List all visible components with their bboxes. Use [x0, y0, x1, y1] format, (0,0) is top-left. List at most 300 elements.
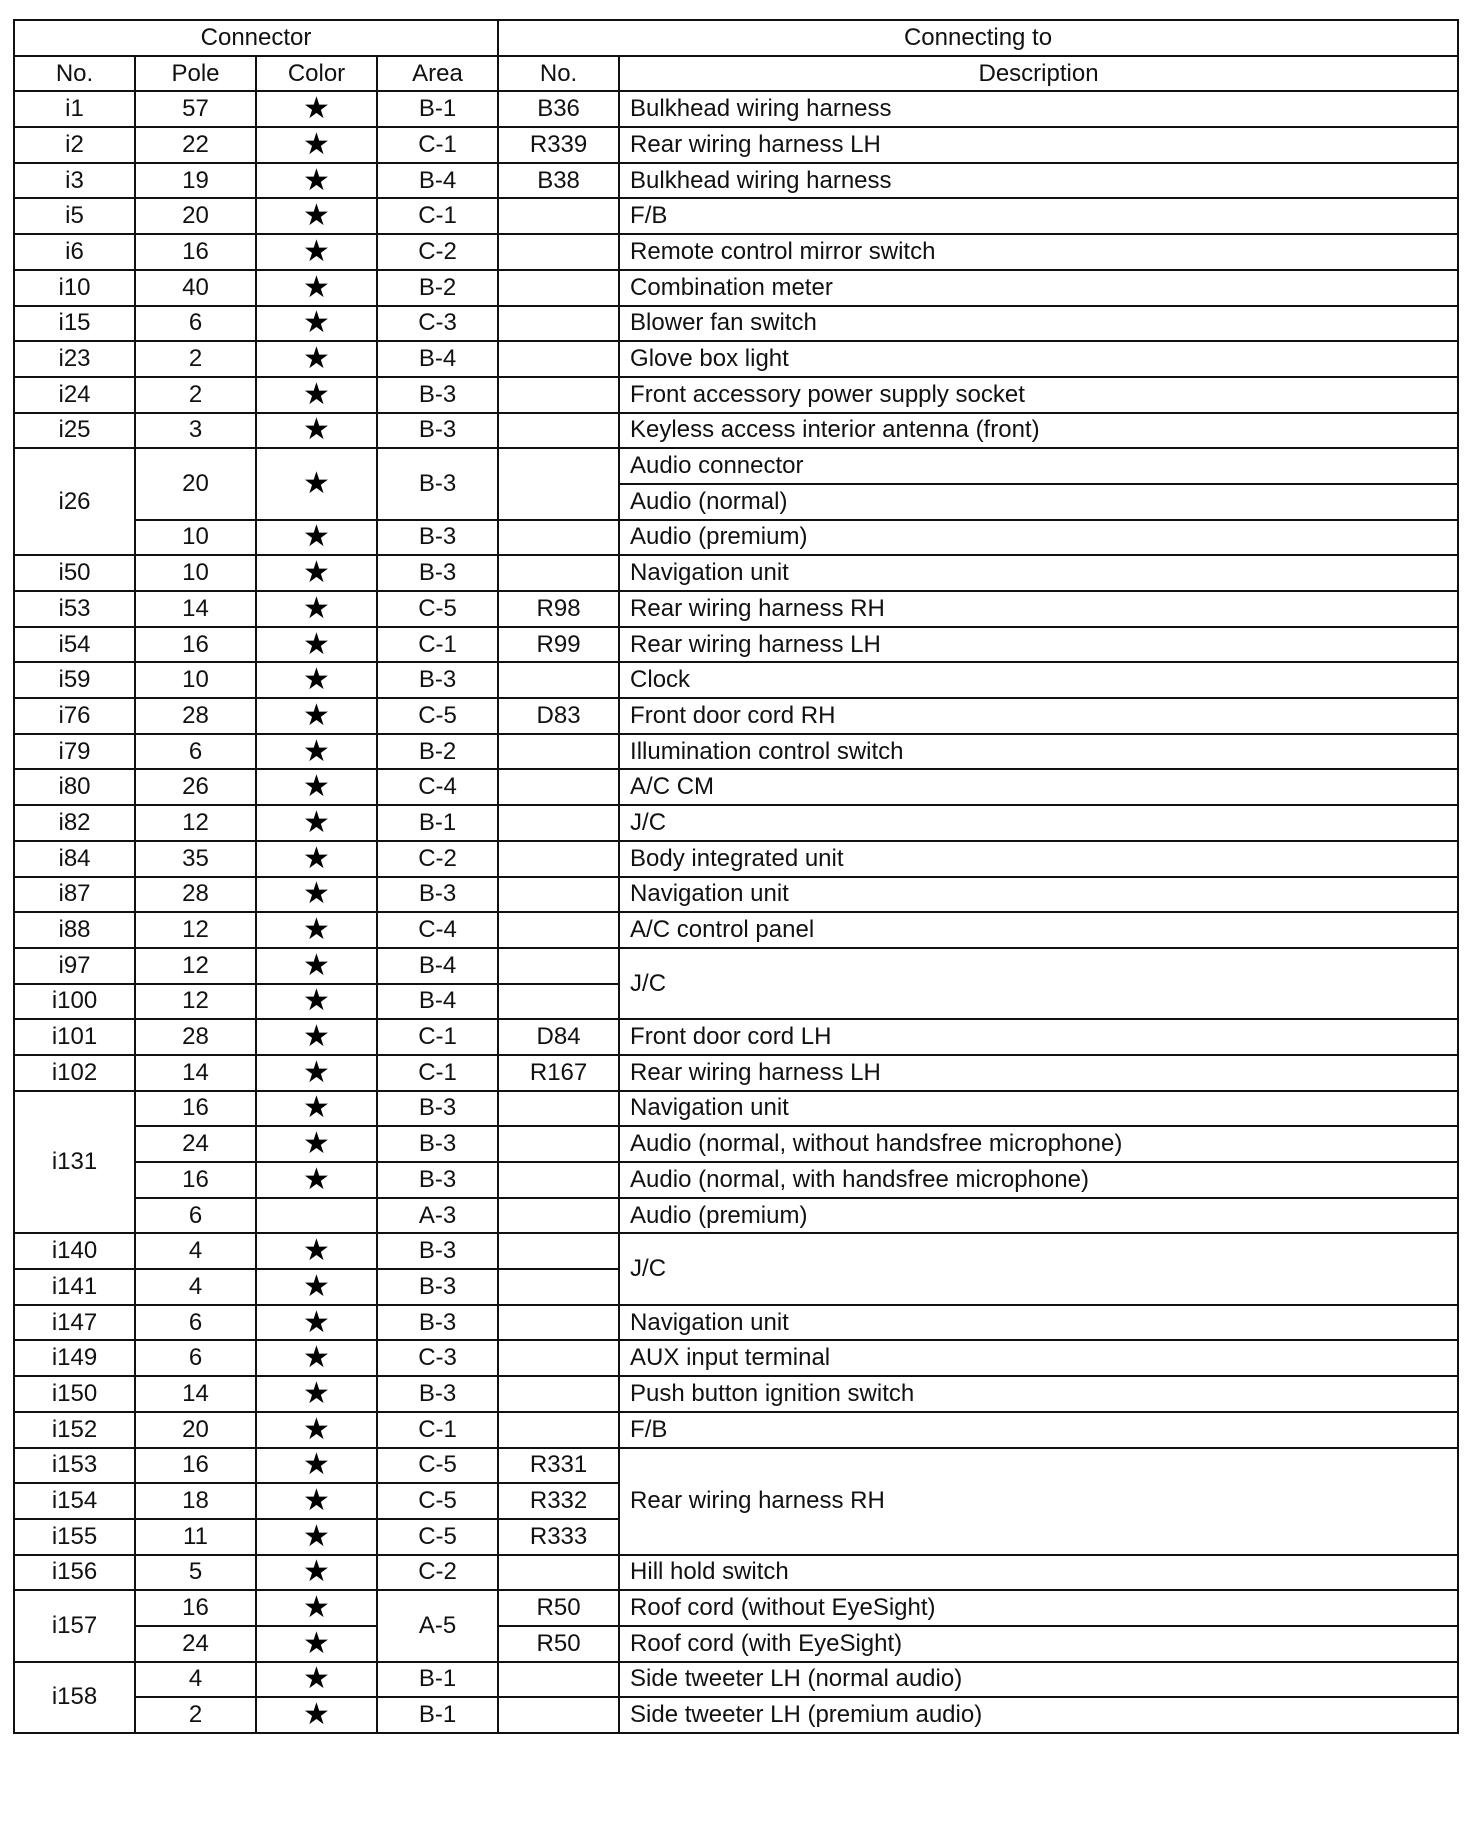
color-star: ★ — [256, 1091, 377, 1127]
connecting-no — [498, 1305, 619, 1341]
color-star: ★ — [256, 91, 377, 127]
pole-count: 4 — [135, 1269, 256, 1305]
color-star: ★ — [256, 912, 377, 948]
connector-no: i3 — [14, 163, 135, 199]
color-star: ★ — [256, 841, 377, 877]
connector-no: i156 — [14, 1555, 135, 1591]
description: Navigation unit — [619, 877, 1458, 913]
column-header-row — [14, 56, 1458, 92]
color-star: ★ — [256, 662, 377, 698]
color-star: ★ — [256, 591, 377, 627]
connecting-no — [498, 1233, 619, 1269]
table-row — [14, 1126, 1458, 1162]
table-row — [14, 1233, 1458, 1269]
table-row — [14, 1019, 1458, 1055]
connecting-no — [498, 413, 619, 449]
color-star: ★ — [256, 805, 377, 841]
pole-count: 16 — [135, 627, 256, 663]
connector-no: i15 — [14, 306, 135, 342]
area-code: B-1 — [377, 91, 498, 127]
col-header-to-no: No. — [498, 56, 619, 92]
area-code: B-3 — [377, 1269, 498, 1305]
pole-count: 28 — [135, 877, 256, 913]
color-star: ★ — [256, 306, 377, 342]
pole-count: 16 — [135, 1448, 256, 1484]
area-code: B-3 — [377, 1091, 498, 1127]
table-row — [14, 1162, 1458, 1198]
connecting-no: B36 — [498, 91, 619, 127]
connector-no: i54 — [14, 627, 135, 663]
description: Front accessory power supply socket — [619, 377, 1458, 413]
connecting-to-group-header: Connecting to — [498, 20, 1458, 56]
connector-table-body — [14, 91, 1458, 1733]
description: Remote control mirror switch — [619, 234, 1458, 270]
color-star: ★ — [256, 520, 377, 556]
pole-count: 12 — [135, 948, 256, 984]
pole-count: 40 — [135, 270, 256, 306]
description: Roof cord (without EyeSight) — [619, 1590, 1458, 1626]
connecting-no — [498, 877, 619, 913]
connecting-no — [498, 734, 619, 770]
connecting-no: R50 — [498, 1590, 619, 1626]
color-star: ★ — [256, 1162, 377, 1198]
color-star: ★ — [256, 163, 377, 199]
area-code: B-3 — [377, 413, 498, 449]
color-star: ★ — [256, 984, 377, 1020]
description: Navigation unit — [619, 555, 1458, 591]
connector-no: i79 — [14, 734, 135, 770]
description: Rear wiring harness RH — [619, 591, 1458, 627]
description: Roof cord (with EyeSight) — [619, 1626, 1458, 1662]
connecting-no — [498, 912, 619, 948]
pole-count: 18 — [135, 1483, 256, 1519]
connecting-no — [498, 306, 619, 342]
area-code: C-1 — [377, 198, 498, 234]
pole-count: 14 — [135, 1376, 256, 1412]
table-row — [14, 1198, 1458, 1234]
col-header-no: No. — [14, 56, 135, 92]
table-row — [14, 877, 1458, 913]
description: Bulkhead wiring harness — [619, 163, 1458, 199]
connector-no: i53 — [14, 591, 135, 627]
pole-count: 16 — [135, 1590, 256, 1626]
connector-no: i5 — [14, 198, 135, 234]
connector-no: i26 — [14, 448, 135, 555]
description: Rear wiring harness LH — [619, 127, 1458, 163]
area-code: B-3 — [377, 1162, 498, 1198]
connecting-no: R339 — [498, 127, 619, 163]
pole-count: 24 — [135, 1626, 256, 1662]
description: Audio (premium) — [619, 1198, 1458, 1234]
area-code: C-3 — [377, 306, 498, 342]
connecting-no — [498, 1555, 619, 1591]
description: Side tweeter LH (premium audio) — [619, 1697, 1458, 1733]
description: Blower fan switch — [619, 306, 1458, 342]
color-star: ★ — [256, 627, 377, 663]
table-row — [14, 306, 1458, 342]
connecting-no: R50 — [498, 1626, 619, 1662]
connecting-no — [498, 1697, 619, 1733]
table-row — [14, 591, 1458, 627]
area-code: A-5 — [377, 1590, 498, 1661]
table-row — [14, 234, 1458, 270]
col-header-pole: Pole — [135, 56, 256, 92]
table-row — [14, 912, 1458, 948]
area-code: C-1 — [377, 1019, 498, 1055]
area-code: B-4 — [377, 341, 498, 377]
table-row — [14, 627, 1458, 663]
area-code: B-3 — [377, 520, 498, 556]
table-row — [14, 1448, 1458, 1484]
connector-no: i157 — [14, 1590, 135, 1661]
connecting-no — [498, 198, 619, 234]
connector-no: i141 — [14, 1269, 135, 1305]
group-header-row — [14, 20, 1458, 56]
area-code: B-3 — [377, 1305, 498, 1341]
color-star: ★ — [256, 234, 377, 270]
pole-count: 2 — [135, 1697, 256, 1733]
connecting-no — [498, 1662, 619, 1698]
pole-count: 12 — [135, 912, 256, 948]
pole-count: 6 — [135, 1198, 256, 1234]
color-star: ★ — [256, 377, 377, 413]
pole-count: 19 — [135, 163, 256, 199]
table-row — [14, 270, 1458, 306]
table-row — [14, 1626, 1458, 1662]
pole-count: 24 — [135, 1126, 256, 1162]
area-code: B-1 — [377, 805, 498, 841]
color-star: ★ — [256, 1269, 377, 1305]
connector-no: i101 — [14, 1019, 135, 1055]
pole-count: 20 — [135, 198, 256, 234]
pole-count: 12 — [135, 805, 256, 841]
connecting-no — [498, 662, 619, 698]
area-code: B-1 — [377, 1697, 498, 1733]
color-star: ★ — [256, 555, 377, 591]
connector-no: i147 — [14, 1305, 135, 1341]
pole-count: 10 — [135, 520, 256, 556]
connecting-no — [498, 948, 619, 984]
table-row — [14, 198, 1458, 234]
table-row — [14, 734, 1458, 770]
area-code: C-1 — [377, 1412, 498, 1448]
connecting-no: B38 — [498, 163, 619, 199]
description: Rear wiring harness RH — [619, 1448, 1458, 1555]
description: Rear wiring harness LH — [619, 1055, 1458, 1091]
table-row — [14, 805, 1458, 841]
table-row — [14, 413, 1458, 449]
connector-no: i1 — [14, 91, 135, 127]
pole-count: 16 — [135, 1091, 256, 1127]
pole-count: 11 — [135, 1519, 256, 1555]
connecting-no — [498, 1091, 619, 1127]
area-code: B-3 — [377, 877, 498, 913]
connector-no: i149 — [14, 1340, 135, 1376]
area-code: C-1 — [377, 127, 498, 163]
area-code: C-5 — [377, 1448, 498, 1484]
description: Push button ignition switch — [619, 1376, 1458, 1412]
description: Rear wiring harness LH — [619, 627, 1458, 663]
table-row — [14, 1412, 1458, 1448]
description: J/C — [619, 948, 1458, 1019]
pole-count: 16 — [135, 234, 256, 270]
table-row — [14, 1055, 1458, 1091]
description: F/B — [619, 1412, 1458, 1448]
pole-count: 14 — [135, 1055, 256, 1091]
connector-no: i10 — [14, 270, 135, 306]
connecting-no — [498, 1198, 619, 1234]
table-row — [14, 698, 1458, 734]
connecting-no — [498, 555, 619, 591]
connector-no: i59 — [14, 662, 135, 698]
color-star: ★ — [256, 1519, 377, 1555]
pole-count: 26 — [135, 769, 256, 805]
color-star: ★ — [256, 1555, 377, 1591]
color-star: ★ — [256, 948, 377, 984]
color-star: ★ — [256, 448, 377, 519]
color-star: ★ — [256, 127, 377, 163]
color-star — [256, 1198, 377, 1234]
description: Clock — [619, 662, 1458, 698]
area-code: C-5 — [377, 1483, 498, 1519]
connector-no: i82 — [14, 805, 135, 841]
connecting-no — [498, 1269, 619, 1305]
color-star: ★ — [256, 877, 377, 913]
table-row — [14, 662, 1458, 698]
connector-no: i100 — [14, 984, 135, 1020]
col-header-color: Color — [256, 56, 377, 92]
description: AUX input terminal — [619, 1340, 1458, 1376]
area-code: C-5 — [377, 591, 498, 627]
area-code: C-4 — [377, 912, 498, 948]
connector-no: i150 — [14, 1376, 135, 1412]
color-star: ★ — [256, 1662, 377, 1698]
table-row — [14, 555, 1458, 591]
table-row — [14, 1091, 1458, 1127]
connecting-no: D83 — [498, 698, 619, 734]
description: Navigation unit — [619, 1305, 1458, 1341]
area-code: C-3 — [377, 1340, 498, 1376]
connecting-no — [498, 1340, 619, 1376]
connecting-no — [498, 841, 619, 877]
connector-no: i131 — [14, 1091, 135, 1234]
area-code: C-5 — [377, 698, 498, 734]
color-star: ★ — [256, 734, 377, 770]
area-code: B-3 — [377, 448, 498, 519]
pole-count: 14 — [135, 591, 256, 627]
connector-no: i50 — [14, 555, 135, 591]
table-row — [14, 127, 1458, 163]
connecting-no — [498, 1126, 619, 1162]
connector-no: i6 — [14, 234, 135, 270]
area-code: B-3 — [377, 377, 498, 413]
area-code: B-1 — [377, 1662, 498, 1698]
color-star: ★ — [256, 198, 377, 234]
connector-no: i84 — [14, 841, 135, 877]
connecting-no — [498, 448, 619, 519]
color-star: ★ — [256, 769, 377, 805]
color-star: ★ — [256, 698, 377, 734]
connector-no: i152 — [14, 1412, 135, 1448]
area-code: C-5 — [377, 1519, 498, 1555]
connecting-no: R333 — [498, 1519, 619, 1555]
area-code: B-3 — [377, 1126, 498, 1162]
connecting-no — [498, 377, 619, 413]
area-code: C-2 — [377, 1555, 498, 1591]
color-star: ★ — [256, 1590, 377, 1626]
pole-count: 6 — [135, 306, 256, 342]
area-code: B-3 — [377, 1233, 498, 1269]
area-code: B-4 — [377, 984, 498, 1020]
col-header-description: Description — [619, 56, 1458, 92]
description: J/C — [619, 805, 1458, 841]
area-code: C-2 — [377, 841, 498, 877]
pole-count: 10 — [135, 662, 256, 698]
connecting-no: R332 — [498, 1483, 619, 1519]
connecting-no — [498, 341, 619, 377]
connector-no: i158 — [14, 1662, 135, 1733]
pole-count: 12 — [135, 984, 256, 1020]
connector-no: i155 — [14, 1519, 135, 1555]
connector-no: i140 — [14, 1233, 135, 1269]
connector-no: i102 — [14, 1055, 135, 1091]
description: Audio (normal, with handsfree microphone) — [619, 1162, 1458, 1198]
connector-no: i87 — [14, 877, 135, 913]
pole-count: 22 — [135, 127, 256, 163]
table-row — [14, 1662, 1458, 1698]
pole-count: 20 — [135, 1412, 256, 1448]
description: J/C — [619, 1233, 1458, 1304]
connecting-no — [498, 1412, 619, 1448]
color-star: ★ — [256, 1697, 377, 1733]
table-row — [14, 163, 1458, 199]
description: Body integrated unit — [619, 841, 1458, 877]
pole-count: 6 — [135, 734, 256, 770]
color-star: ★ — [256, 1126, 377, 1162]
connector-no: i2 — [14, 127, 135, 163]
table-row — [14, 769, 1458, 805]
description: Side tweeter LH (normal audio) — [619, 1662, 1458, 1698]
description: Navigation unit — [619, 1091, 1458, 1127]
area-code: B-4 — [377, 948, 498, 984]
color-star: ★ — [256, 1448, 377, 1484]
table-row — [14, 341, 1458, 377]
description: Audio connector — [619, 448, 1458, 484]
area-code: C-4 — [377, 769, 498, 805]
color-star: ★ — [256, 1055, 377, 1091]
connecting-no: R167 — [498, 1055, 619, 1091]
description: Keyless access interior antenna (front) — [619, 413, 1458, 449]
area-code: B-3 — [377, 555, 498, 591]
table-row — [14, 1305, 1458, 1341]
table-row — [14, 91, 1458, 127]
description: F/B — [619, 198, 1458, 234]
color-star: ★ — [256, 413, 377, 449]
pole-count: 28 — [135, 1019, 256, 1055]
connecting-no: R331 — [498, 1448, 619, 1484]
connecting-no — [498, 270, 619, 306]
pole-count: 2 — [135, 341, 256, 377]
area-code: B-4 — [377, 163, 498, 199]
connecting-no — [498, 1162, 619, 1198]
connecting-no: D84 — [498, 1019, 619, 1055]
table-row — [14, 448, 1458, 484]
table-row — [14, 841, 1458, 877]
connector-no: i80 — [14, 769, 135, 805]
color-star: ★ — [256, 341, 377, 377]
pole-count: 35 — [135, 841, 256, 877]
connector-no: i97 — [14, 948, 135, 984]
pole-count: 4 — [135, 1233, 256, 1269]
connecting-no — [498, 520, 619, 556]
color-star: ★ — [256, 1019, 377, 1055]
color-star: ★ — [256, 1340, 377, 1376]
pole-count: 6 — [135, 1305, 256, 1341]
color-star: ★ — [256, 1233, 377, 1269]
description: Combination meter — [619, 270, 1458, 306]
connector-no: i25 — [14, 413, 135, 449]
table-row — [14, 948, 1458, 984]
description: Front door cord RH — [619, 698, 1458, 734]
connector-group-header: Connector — [14, 20, 498, 56]
connector-table — [13, 19, 1459, 1734]
connector-no: i153 — [14, 1448, 135, 1484]
table-row — [14, 1697, 1458, 1733]
connecting-no — [498, 805, 619, 841]
connector-no: i76 — [14, 698, 135, 734]
pole-count: 20 — [135, 448, 256, 519]
connecting-no — [498, 234, 619, 270]
connector-no: i154 — [14, 1483, 135, 1519]
connector-no: i24 — [14, 377, 135, 413]
color-star: ★ — [256, 1412, 377, 1448]
area-code: C-1 — [377, 1055, 498, 1091]
description: Audio (normal, without handsfree microphone) — [619, 1126, 1458, 1162]
description: A/C CM — [619, 769, 1458, 805]
description: Bulkhead wiring harness — [619, 91, 1458, 127]
connector-no: i88 — [14, 912, 135, 948]
description: Audio (premium) — [619, 520, 1458, 556]
table-row — [14, 1590, 1458, 1626]
color-star: ★ — [256, 1305, 377, 1341]
area-code: B-2 — [377, 270, 498, 306]
color-star: ★ — [256, 270, 377, 306]
pole-count: 2 — [135, 377, 256, 413]
area-code: C-2 — [377, 234, 498, 270]
area-code: C-1 — [377, 627, 498, 663]
pole-count: 28 — [135, 698, 256, 734]
area-code: A-3 — [377, 1198, 498, 1234]
pole-count: 4 — [135, 1662, 256, 1698]
connecting-no — [498, 1376, 619, 1412]
connecting-no: R98 — [498, 591, 619, 627]
color-star: ★ — [256, 1376, 377, 1412]
connector-no: i23 — [14, 341, 135, 377]
description: Hill hold switch — [619, 1555, 1458, 1591]
table-row — [14, 1376, 1458, 1412]
color-star: ★ — [256, 1483, 377, 1519]
table-row — [14, 1555, 1458, 1591]
description: Glove box light — [619, 341, 1458, 377]
pole-count: 57 — [135, 91, 256, 127]
pole-count: 3 — [135, 413, 256, 449]
table-row — [14, 1340, 1458, 1376]
table-row — [14, 520, 1458, 556]
pole-count: 10 — [135, 555, 256, 591]
description: Audio (normal) — [619, 484, 1458, 520]
col-header-area: Area — [377, 56, 498, 92]
area-code: B-2 — [377, 734, 498, 770]
